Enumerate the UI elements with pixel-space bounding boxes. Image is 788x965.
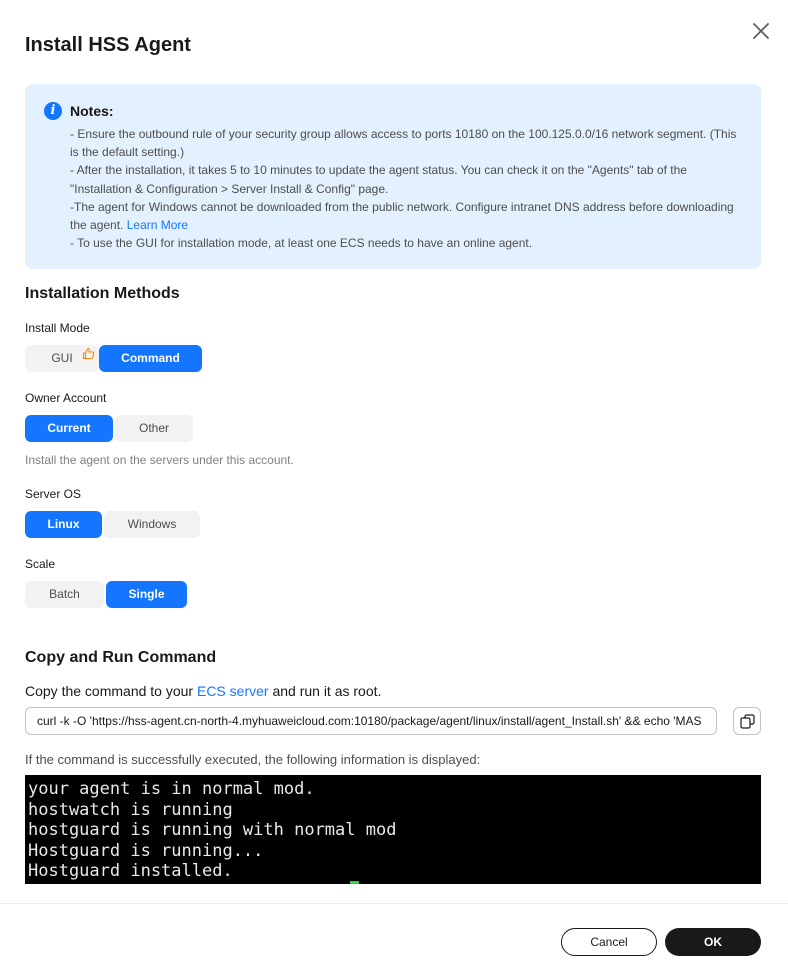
copy-instruction-prefix: Copy the command to your — [25, 683, 197, 699]
install-mode-command[interactable]: Command — [99, 345, 202, 372]
notes-body — [70, 125, 745, 252]
note-line-3 — [70, 198, 745, 234]
server-os-label: Server OS — [25, 487, 82, 501]
note-line-1: - Ensure the outbound rule of your security group allows access to ports 10180 on the 100.125.0.0/16 network segment. (This is the default setting.) — [70, 127, 737, 160]
installation-methods-title: Installation Methods — [25, 285, 180, 302]
server-os-linux[interactable]: Linux — [25, 511, 102, 538]
copy-instruction — [25, 683, 381, 699]
terminal-line-5: Hostguard installed. — [28, 861, 233, 881]
copy-command-button[interactable] — [733, 707, 761, 735]
notes-panel — [25, 84, 761, 269]
close-button[interactable] — [750, 20, 772, 42]
command-input[interactable] — [25, 707, 717, 735]
copy-instruction-suffix: and run it as root. — [268, 683, 382, 699]
terminal-line-1: your agent is in normal mod. — [28, 779, 315, 799]
note-line-4: - To use the GUI for installation mode, at least one ECS needs to have an online agent. — [70, 236, 533, 251]
dialog-title: Install HSS Agent — [25, 34, 191, 56]
terminal-output — [25, 775, 761, 884]
cancel-button[interactable]: Cancel — [561, 928, 657, 956]
owner-account-label: Owner Account — [25, 391, 107, 405]
owner-account-hint: Install the agent on the servers under this account. — [25, 453, 294, 467]
notes-title: Notes: — [70, 103, 114, 119]
terminal-line-3: hostguard is running with normal mod — [28, 820, 397, 840]
scale-label: Scale — [25, 557, 56, 571]
ok-button[interactable]: OK — [665, 928, 761, 956]
install-mode-label: Install Mode — [25, 321, 90, 335]
copy-icon — [740, 714, 755, 729]
note-line-3-text: -The agent for Windows cannot be downloaded from the public network. Configure intranet DNS address before downloading the agent. — [70, 199, 734, 233]
footer-divider — [0, 903, 788, 904]
learn-more-link[interactable]: Learn More — [126, 218, 189, 233]
success-info-text: If the command is successfully executed, the following information is displayed: — [25, 752, 481, 767]
scale-single[interactable]: Single — [106, 581, 187, 608]
owner-account-other[interactable]: Other — [115, 415, 193, 442]
install-mode-gui[interactable]: GUI — [25, 345, 99, 372]
info-icon: i — [44, 102, 62, 120]
scale-batch[interactable]: Batch — [25, 581, 104, 608]
terminal-line-4: Hostguard is running... — [28, 841, 264, 861]
terminal-line-2: hostwatch is running — [28, 800, 233, 820]
owner-account-current[interactable]: Current — [25, 415, 113, 442]
thumbs-up-icon — [82, 347, 95, 360]
server-os-windows[interactable]: Windows — [104, 511, 200, 538]
terminal-cursor — [350, 881, 359, 884]
note-line-2: - After the installation, it takes 5 to 10 minutes to update the agent status. You can check it on the "Agents" tab of the "Installation & Configuration > Server Install & Config" page. — [70, 163, 687, 196]
copy-run-command-title: Copy and Run Command — [25, 649, 217, 666]
ecs-server-link[interactable]: ECS server — [196, 683, 269, 699]
close-icon — [750, 20, 772, 42]
